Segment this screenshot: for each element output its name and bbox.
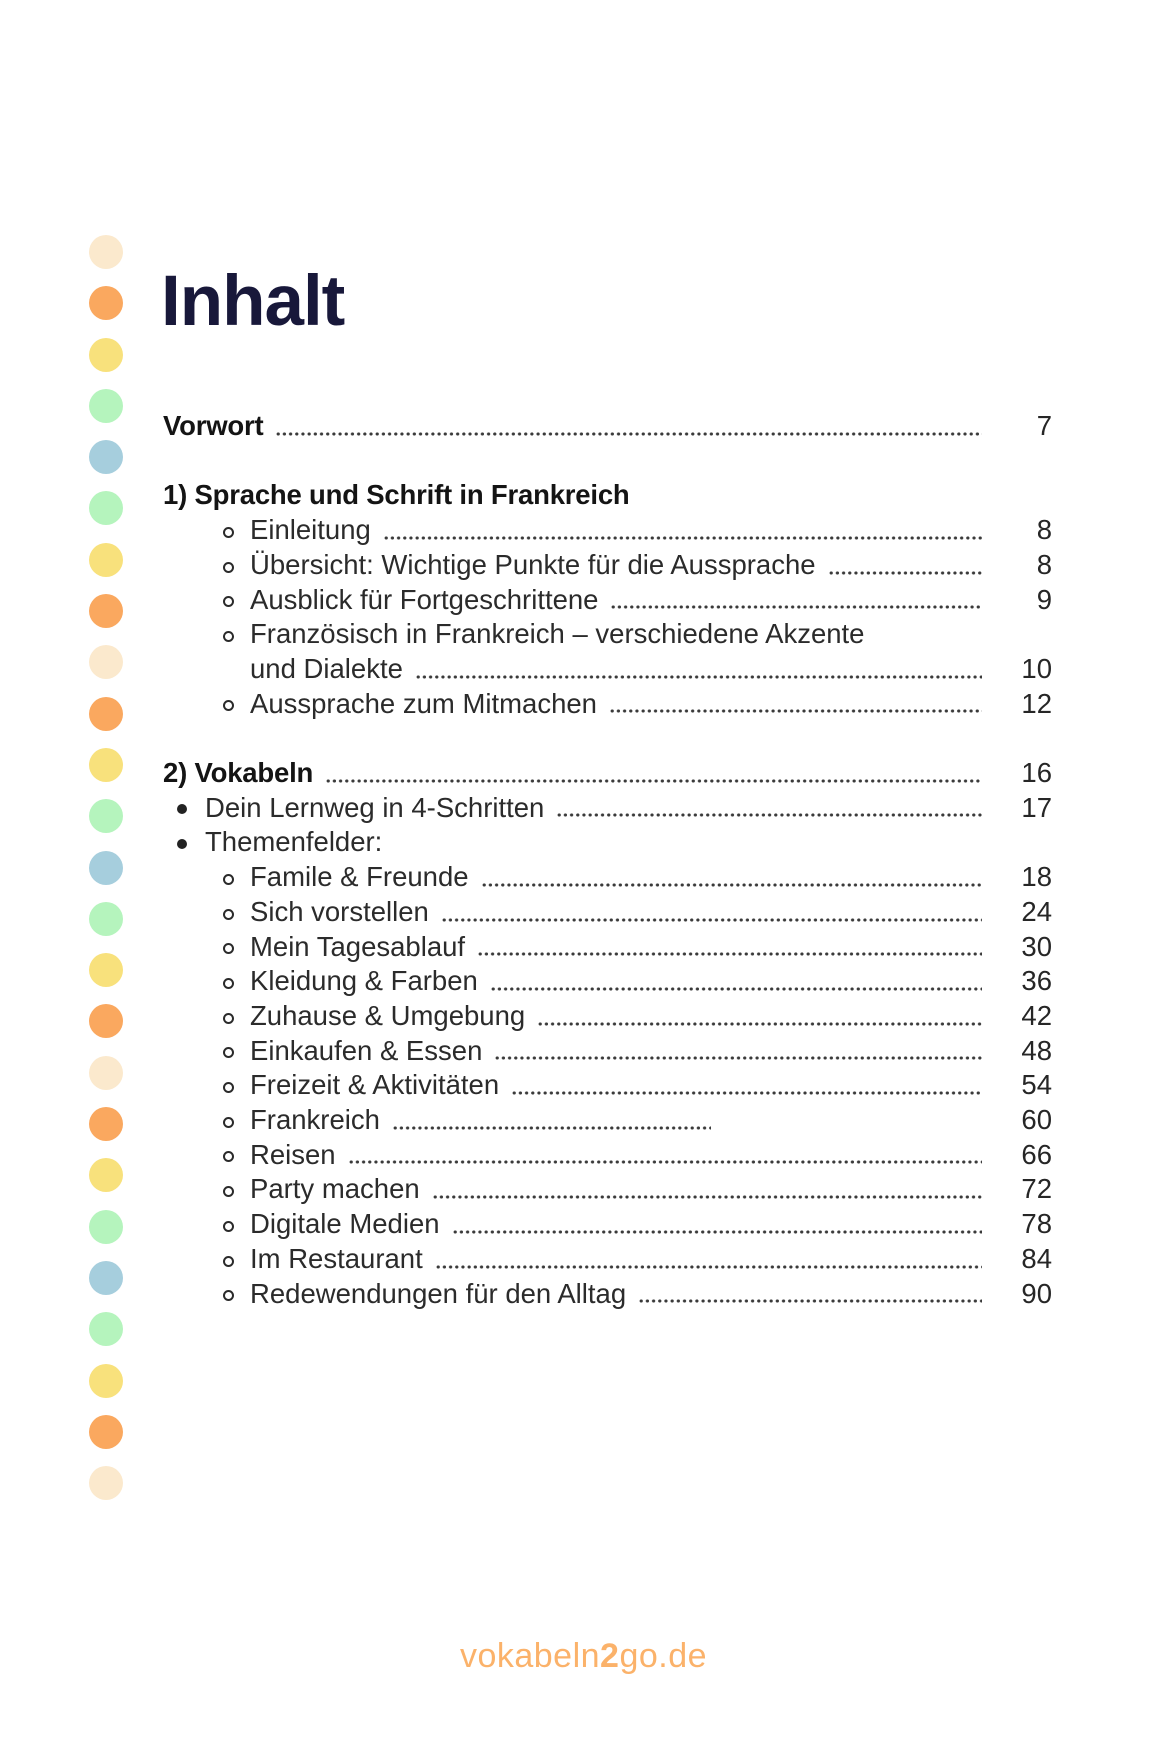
- decorative-dot: [89, 1312, 123, 1346]
- toc-row: [163, 791, 1052, 826]
- toc-entry-label: Redewendungen für den Alltag: [250, 1277, 627, 1309]
- dotted-leader: [557, 812, 982, 818]
- decorative-dot: [89, 286, 123, 320]
- toc-entry-label: Mein Tagesablauf: [250, 930, 466, 962]
- circle-bullet-icon: [223, 1256, 234, 1267]
- decorative-dot-column: [89, 235, 123, 1500]
- circle-bullet-icon: [223, 700, 234, 711]
- decorative-dot: [89, 851, 123, 885]
- toc-entry-label: Famile & Freunde: [250, 861, 469, 893]
- circle-bullet-icon: [223, 874, 234, 885]
- disc-bullet-icon: [177, 804, 187, 814]
- toc-row: [163, 1138, 1052, 1173]
- toc-row: [163, 1172, 1052, 1207]
- decorative-dot: [89, 1056, 123, 1090]
- dotted-leader: [384, 535, 982, 541]
- decorative-dot: [89, 1415, 123, 1449]
- toc-row: [163, 964, 1052, 999]
- toc-row: [163, 548, 1052, 583]
- dotted-leader: [453, 1229, 982, 1235]
- toc-row: [163, 999, 1052, 1034]
- toc-page-number: 72: [1021, 1173, 1052, 1205]
- dotted-leader: [442, 917, 982, 923]
- circle-bullet-icon: [223, 527, 234, 538]
- toc-page-number: 8: [1036, 548, 1052, 580]
- circle-bullet-icon: [223, 1047, 234, 1058]
- decorative-dot: [89, 645, 123, 679]
- toc-page-number: 7: [1036, 410, 1052, 441]
- decorative-dot: [89, 1158, 123, 1192]
- toc-row: [163, 617, 1052, 652]
- toc-row: [163, 860, 1052, 895]
- footer-link-suffix: go.de: [619, 1637, 708, 1675]
- footer-website-link[interactable]: [0, 1636, 1167, 1676]
- toc-page-number: 10: [1021, 652, 1052, 684]
- dotted-leader: [829, 570, 982, 576]
- dotted-leader: [611, 604, 982, 610]
- toc-row: [163, 1068, 1052, 1103]
- toc-entry-label: 1) Sprache und Schrift in Frankreich: [163, 479, 630, 511]
- toc-page-number: 18: [1021, 861, 1052, 893]
- toc-row: [163, 756, 1052, 791]
- circle-bullet-icon: [223, 1082, 234, 1093]
- dotted-leader: [433, 1194, 982, 1200]
- dotted-leader: [495, 1055, 982, 1061]
- dotted-leader: [436, 1264, 982, 1270]
- toc-row: [163, 478, 1052, 513]
- toc-entry-label: Aussprache zum Mitmachen: [250, 687, 597, 719]
- toc-page-number: 9: [1036, 583, 1052, 615]
- toc-entry-label: Sich vorstellen: [250, 895, 429, 927]
- dotted-leader: [491, 986, 982, 992]
- toc-page-number: 24: [1021, 895, 1052, 927]
- circle-bullet-icon: [223, 943, 234, 954]
- toc-entry-label: Digitale Medien: [250, 1208, 440, 1240]
- toc-entry-label: Kleidung & Farben: [250, 965, 478, 997]
- toc-entry-label: Vorwort: [163, 410, 264, 441]
- toc-row: [163, 652, 1052, 687]
- circle-bullet-icon: [223, 978, 234, 989]
- toc-page-number: 30: [1021, 930, 1052, 962]
- circle-bullet-icon: [223, 596, 234, 607]
- toc-entry-label: Französisch in Frankreich – verschiedene Akzente: [250, 618, 865, 650]
- toc-entry-label: Zuhause & Umgebung: [250, 999, 526, 1031]
- decorative-dot: [89, 491, 123, 525]
- toc-page-number: 8: [1036, 514, 1052, 546]
- dotted-leader: [416, 674, 982, 680]
- decorative-dot: [89, 1364, 123, 1398]
- circle-bullet-icon: [223, 1117, 234, 1128]
- toc-row: [163, 825, 1052, 860]
- dotted-leader: [478, 951, 982, 957]
- decorative-dot: [89, 389, 123, 423]
- dotted-leader: [276, 431, 982, 437]
- circle-bullet-icon: [223, 1013, 234, 1024]
- decorative-dot: [89, 543, 123, 577]
- circle-bullet-icon: [223, 1221, 234, 1232]
- page-title: Inhalt: [161, 261, 345, 341]
- toc-entry-label: Einleitung: [250, 514, 371, 546]
- decorative-dot: [89, 1210, 123, 1244]
- toc-page-number: 60: [1021, 1104, 1052, 1136]
- decorative-dot: [89, 1261, 123, 1295]
- toc-row: [163, 895, 1052, 930]
- decorative-dot: [89, 953, 123, 987]
- circle-bullet-icon: [223, 562, 234, 573]
- decorative-dot: [89, 1004, 123, 1038]
- dotted-leader: [538, 1021, 982, 1027]
- dotted-leader: [639, 1298, 982, 1304]
- toc-page-number: 48: [1021, 1034, 1052, 1066]
- decorative-dot: [89, 799, 123, 833]
- circle-bullet-icon: [223, 631, 234, 642]
- table-of-contents: [163, 409, 1052, 1311]
- toc-entry-label: Frankreich: [250, 1104, 380, 1136]
- toc-page-number: 16: [1021, 757, 1052, 788]
- footer-link-number: 2: [600, 1637, 620, 1675]
- toc-entry-label: Party machen: [250, 1173, 420, 1205]
- toc-page-number: 84: [1021, 1242, 1052, 1274]
- toc-entry-label: und Dialekte: [250, 652, 403, 684]
- toc-page-number: 78: [1021, 1208, 1052, 1240]
- toc-row: [163, 1277, 1052, 1312]
- dotted-leader: [482, 882, 982, 888]
- toc-row: [163, 687, 1052, 722]
- toc-entry-label: Übersicht: Wichtige Punkte für die Aussprache: [250, 548, 816, 580]
- decorative-dot: [89, 1466, 123, 1500]
- toc-page-number: 90: [1021, 1277, 1052, 1309]
- toc-entry-label: 2) Vokabeln: [163, 757, 314, 788]
- decorative-dot: [89, 338, 123, 372]
- dotted-leader: [393, 1125, 711, 1131]
- footer-link-prefix: vokabeln: [459, 1637, 601, 1675]
- toc-row: [163, 930, 1052, 965]
- toc-row: [163, 1242, 1052, 1277]
- toc-row: [163, 1034, 1052, 1069]
- toc-entry-label: Freizeit & Aktivitäten: [250, 1069, 500, 1101]
- toc-entry-label: Dein Lernweg in 4-Schritten: [205, 791, 545, 823]
- toc-entry-label: Themenfelder:: [205, 826, 383, 858]
- toc-row: [163, 513, 1052, 548]
- dotted-leader: [326, 778, 982, 784]
- dotted-leader: [349, 1159, 982, 1165]
- dotted-leader: [512, 1090, 982, 1096]
- decorative-dot: [89, 440, 123, 474]
- toc-entry-label: Reisen: [250, 1138, 336, 1170]
- toc-page-number: 12: [1021, 687, 1052, 719]
- decorative-dot: [89, 594, 123, 628]
- dotted-leader: [610, 708, 982, 714]
- toc-page-number: 54: [1021, 1069, 1052, 1101]
- decorative-dot: [89, 1107, 123, 1141]
- toc-entry-label: Ausblick für Fortgeschrittene: [250, 583, 599, 615]
- toc-row: [163, 1207, 1052, 1242]
- toc-entry-label: Einkaufen & Essen: [250, 1034, 483, 1066]
- toc-row: [163, 1103, 1052, 1138]
- toc-entry-label: Im Restaurant: [250, 1242, 423, 1274]
- decorative-dot: [89, 697, 123, 731]
- circle-bullet-icon: [223, 1290, 234, 1301]
- circle-bullet-icon: [223, 909, 234, 920]
- circle-bullet-icon: [223, 1186, 234, 1197]
- toc-row: [163, 583, 1052, 618]
- decorative-dot: [89, 902, 123, 936]
- disc-bullet-icon: [177, 839, 187, 849]
- toc-page-number: 17: [1021, 791, 1052, 823]
- circle-bullet-icon: [223, 1151, 234, 1162]
- toc-page-number: 42: [1021, 999, 1052, 1031]
- toc-page-number: 36: [1021, 965, 1052, 997]
- toc-row: [163, 409, 1052, 444]
- decorative-dot: [89, 235, 123, 269]
- toc-page-number: 66: [1021, 1138, 1052, 1170]
- decorative-dot: [89, 748, 123, 782]
